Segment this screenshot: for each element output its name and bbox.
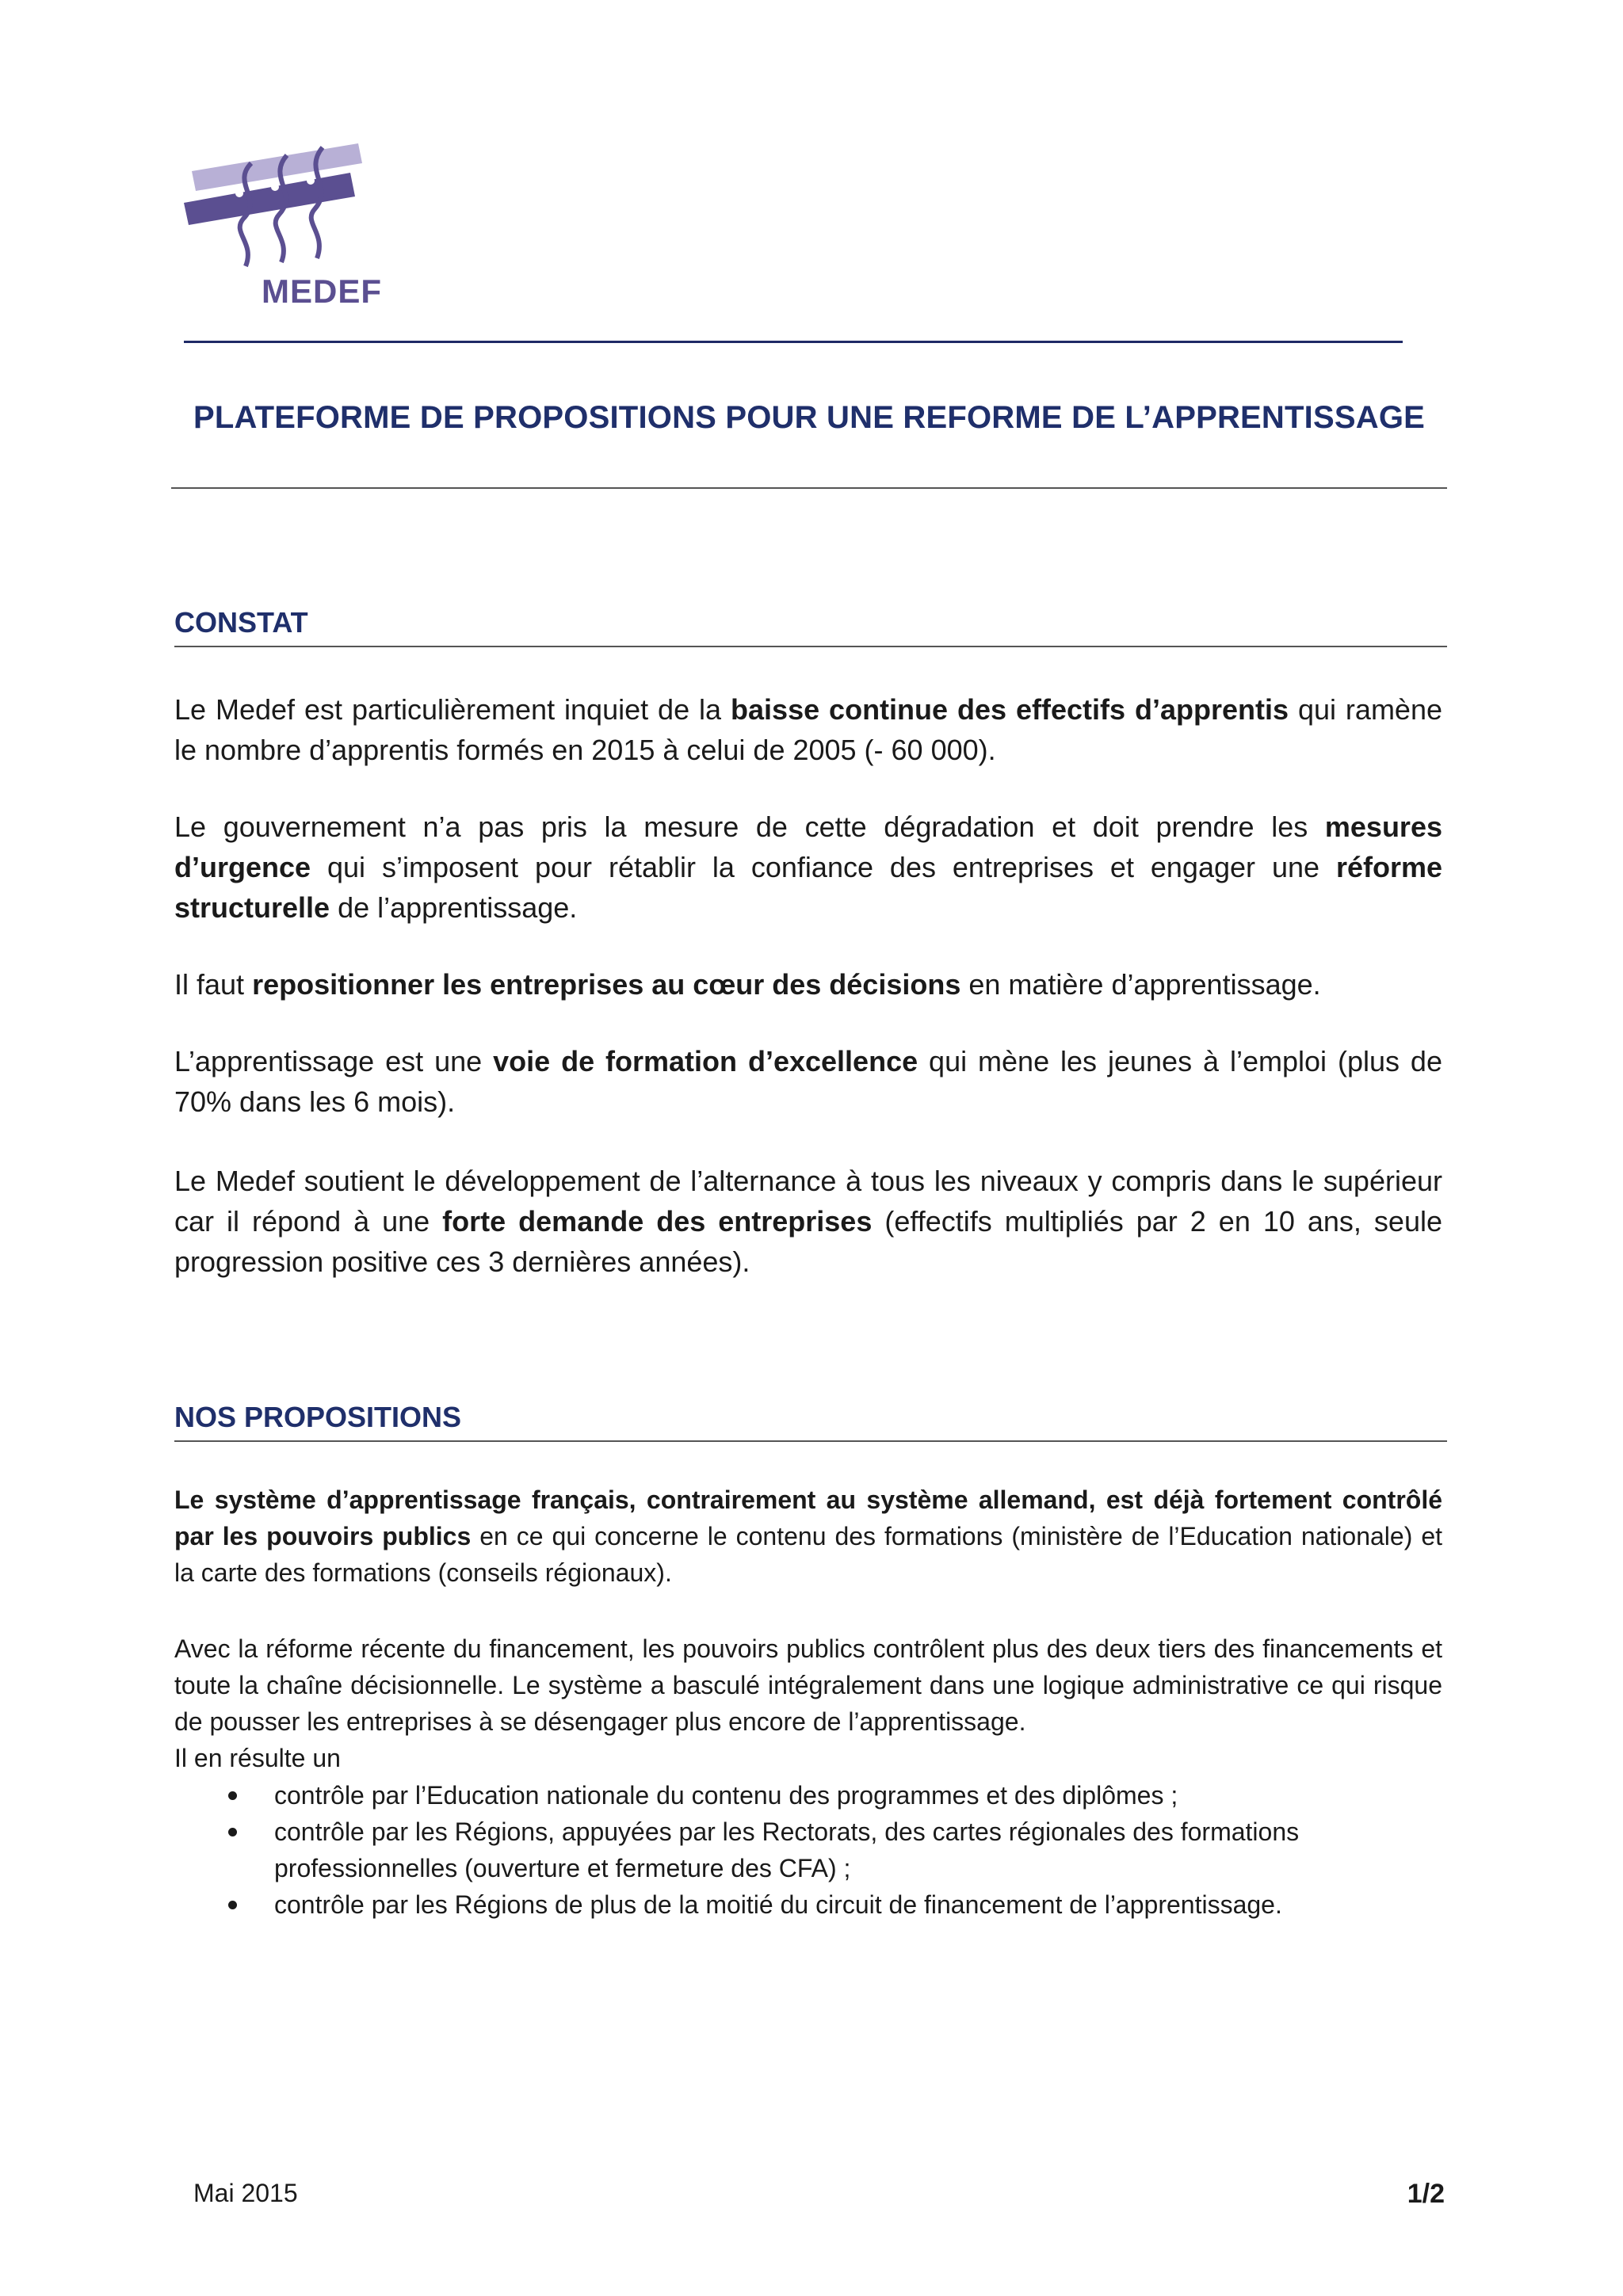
constat-paragraph-3: Il faut repositionner les entreprises au cœur des décisions en matière d’apprentissage. (174, 968, 1321, 1001)
section-propositions (174, 1401, 1447, 1442)
propositions-paragraph-2: Avec la réforme récente du financement, les pouvoirs publics contrôlent plus des deux tiers des financements et toute la chaîne décisionnelle. Le système a basculé intégralement dans une logique administrative ce qui risque de pousser les entreprises à se désengager plus encore de l’apprentissage. Il en résulte un (174, 1634, 1442, 1772)
list-item: contrôle par les Régions, appuyées par les Rectorats, des cartes régionales des formations professionnelles (ouverture et fermeture des CFA) ; (222, 1814, 1458, 1886)
section-rule (174, 646, 1447, 647)
list-item: contrôle par l’Education nationale du contenu des programmes et des diplômes ; (222, 1777, 1458, 1814)
section-constat (174, 606, 1447, 647)
bullet-icon (228, 1901, 237, 1909)
header-rule (184, 341, 1403, 343)
bullet-icon (228, 1791, 237, 1800)
section-heading-constat: CONSTAT (174, 606, 308, 639)
footer-date: Mai 2015 (193, 2179, 298, 2207)
constat-paragraph-1: Le Medef est particulièrement inquiet de la baisse continue des effectifs d’apprentis qui ramène le nombre d’apprentis formés en 2015 à celui de 2005 (- 60 000). (174, 693, 1442, 766)
logo-text: MEDEF (262, 273, 382, 310)
medef-logo (176, 139, 414, 322)
propositions-bullet-list (222, 1777, 1458, 1923)
constat-paragraph-4: L’apprentissage est une voie de formation d’excellence qui mène les jeunes à l’emploi (plus de 70% dans les 6 mois). (174, 1045, 1442, 1118)
propositions-paragraph-1: Le système d’apprentissage français, contrairement au système allemand, est déjà fortement contrôlé par les pouvoirs publics en ce qui concerne le contenu des formations (ministère de l’Education nationale) et la carte des formations (conseils régionaux). (174, 1486, 1443, 1587)
list-item: contrôle par les Régions de plus de la moitié du circuit de financement de l’apprentissage. (222, 1886, 1458, 1923)
title-rule (171, 487, 1447, 489)
footer-page-number: 1/2 (1407, 2179, 1445, 2209)
constat-paragraph-2: Le gouvernement n’a pas pris la mesure de cette dégradation et doit prendre les mesures d’urgence qui s’imposent pour rétablir la confiance des entreprises et engager une réforme structurelle de l’apprentissage. (174, 810, 1442, 924)
document-title: PLATEFORME DE PROPOSITIONS POUR UNE REFORME DE L’APPRENTISSAGE (193, 400, 1426, 435)
section-heading-propositions: NOS PROPOSITIONS (174, 1401, 462, 1433)
section-rule (174, 1440, 1447, 1442)
bullet-icon (228, 1828, 237, 1836)
constat-paragraph-5: Le Medef soutient le développement de l’alternance à tous les niveaux y compris dans le supérieur car il répond à une forte demande des entreprises (effectifs multipliés par 2 en 10 ans, seule progression positive ces 3 dernières années). (174, 1165, 1442, 1278)
medef-logo-graphic (176, 139, 414, 274)
